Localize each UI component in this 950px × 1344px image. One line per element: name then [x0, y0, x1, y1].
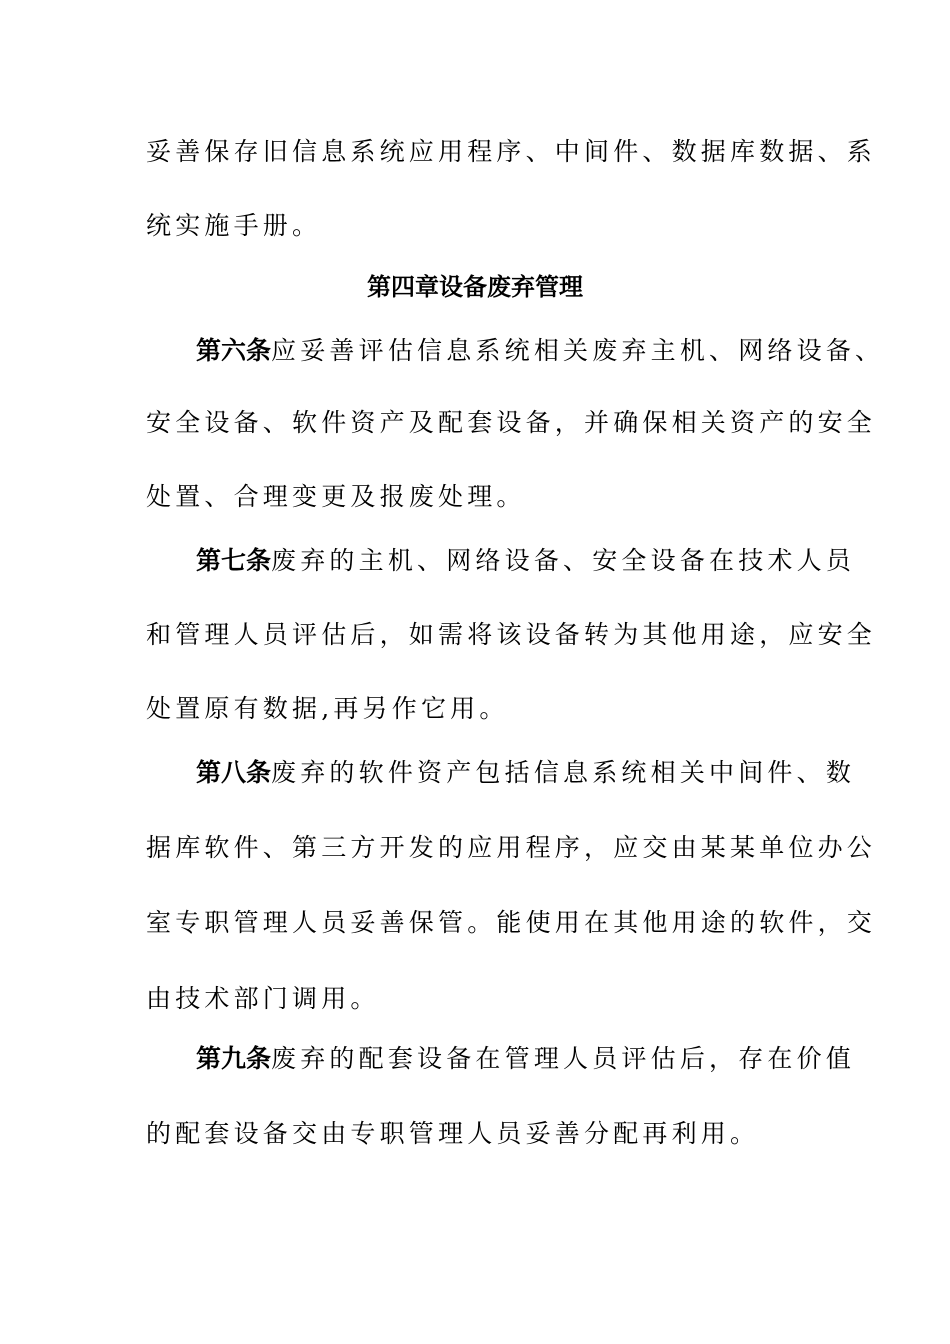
article-7-label: 第七条 — [196, 546, 272, 575]
article-7-text: 废弃的主机、网络设备、安全设备在技术人员 — [271, 546, 856, 575]
article-8-line-4: 由技术部门调用。 — [146, 984, 380, 1013]
article-7-line-3: 处置原有数据,再另作它用。 — [146, 694, 509, 723]
continuation-line-2: 统实施手册。 — [146, 211, 322, 240]
article-9-first-line — [196, 1043, 876, 1075]
article-6-line-3: 处置、合理变更及报废处理。 — [146, 482, 526, 511]
article-8-text: 废弃的软件资产包括信息系统相关中间件、数 — [271, 758, 856, 787]
article-6-first-line — [196, 335, 885, 367]
article-8-line-3: 室专职管理人员妥善保管。能使用在其他用途的软件，交 — [146, 908, 877, 937]
article-6-line-2: 安全设备、软件资产及配套设备，并确保相关资产的安全 — [146, 408, 877, 437]
article-6-text: 应妥善评估信息系统相关废弃主机、网络设备、 — [271, 336, 885, 365]
article-7-line-2: 和管理人员评估后，如需将该设备转为其他用途，应安全 — [146, 620, 877, 649]
article-6-label: 第六条 — [196, 336, 272, 365]
article-8-first-line — [196, 757, 876, 789]
article-8-line-2: 据库软件、第三方开发的应用程序，应交由某某单位办公 — [146, 833, 877, 862]
article-9-text: 废弃的配套设备在管理人员评估后，存在价值 — [271, 1044, 856, 1073]
article-8-label: 第八条 — [196, 758, 272, 787]
article-9-label: 第九条 — [196, 1044, 272, 1073]
article-7-first-line — [196, 545, 876, 577]
continuation-line-1: 妥善保存旧信息系统应用程序、中间件、数据库数据、系 — [146, 137, 877, 166]
chapter-title: 第四章设备废弃管理 — [367, 273, 583, 301]
article-9-line-2: 的配套设备交由专职管理人员妥善分配再利用。 — [146, 1119, 760, 1148]
